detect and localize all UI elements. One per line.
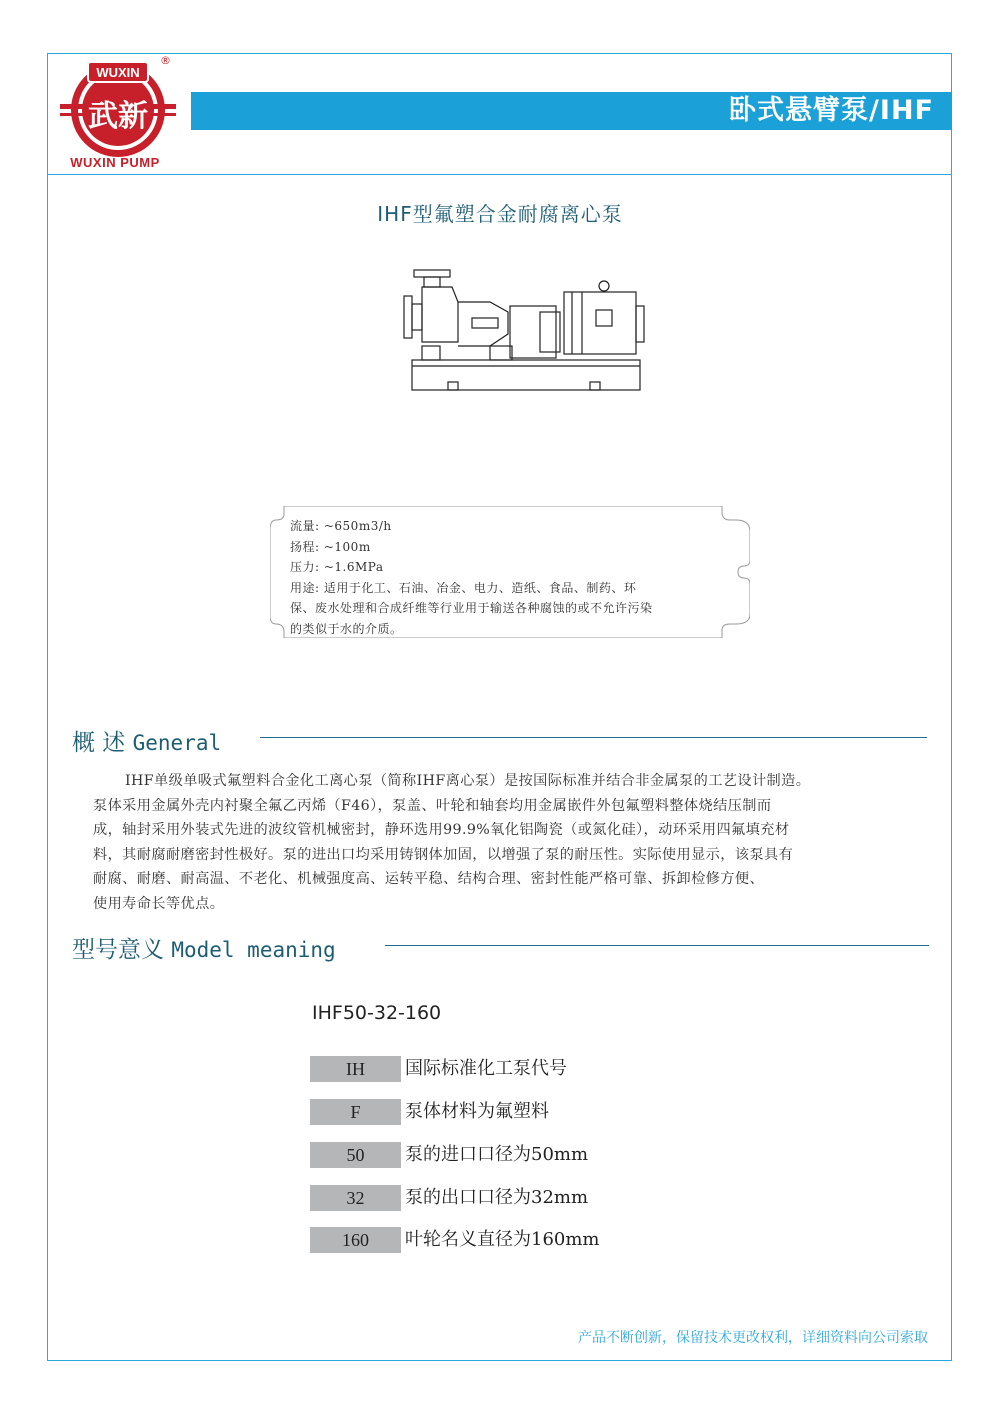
paragraph-line: 成，轴封采用外装式先进的波纹管机械密封，静环选用99.9%氧化铝陶瓷（或氮化硅），动环采用四氟填充材	[93, 822, 790, 839]
pump-illustration	[400, 262, 650, 402]
general-heading-en: General	[132, 731, 222, 755]
model-heading-en: Model meaning	[171, 938, 336, 962]
general-heading	[72, 724, 221, 757]
spec-line: 压力: ~1.6MPa	[290, 560, 384, 574]
registered-mark: ®	[160, 54, 171, 67]
model-key: F	[310, 1099, 401, 1125]
paragraph-line: 耐腐、耐磨、耐高温、不老化、机械强度高、运转平稳、结构合理、密封性能严格可靠、拆卸检修方便、	[93, 871, 765, 888]
model-heading	[72, 931, 336, 964]
general-paragraph	[93, 769, 933, 917]
model-desc: 泵的进口口径为50mm	[405, 1144, 589, 1165]
spec-line: 扬程: ~100m	[290, 539, 371, 554]
paragraph-line: IHF单级单吸式氟塑料合金化工离心泵（简称IHF离心泵）是按国际标准并结合非金属泵的工艺设计制造。	[125, 773, 811, 789]
product-title: IHF型氟塑合金耐腐离心泵	[377, 202, 623, 226]
model-key: 160	[310, 1227, 401, 1253]
model-key: 32	[310, 1185, 401, 1211]
spec-line: 保、废水处理和合成纤维等行业用于输送各种腐蚀的或不允许污染	[290, 601, 653, 615]
model-key: IH	[310, 1056, 401, 1082]
paragraph-line: 使用寿命长等优点。	[93, 895, 225, 912]
specs-box	[270, 506, 750, 638]
spec-line: 流量: ~650m3/h	[290, 519, 392, 533]
general-rule	[260, 737, 927, 738]
spec-line: 用途: 适用于化工、石油、冶金、电力、造纸、食品、制药、环	[290, 580, 637, 595]
specs-list	[290, 516, 735, 639]
paragraph-line: 泵体采用金属外壳内衬聚全氟乙丙烯（F46），泵盖、叶轮和轴套均用金属嵌件外包氟塑料整体烧结压制而	[93, 797, 772, 814]
spec-line: 的类似于水的介质。	[290, 621, 403, 636]
model-desc: 叶轮名义直径为160mm	[405, 1229, 600, 1250]
header-divider	[47, 174, 952, 175]
general-heading-cn: 概 述	[72, 730, 126, 756]
model-desc: 泵体材料为氟塑料	[405, 1101, 549, 1122]
model-key: 50	[310, 1142, 401, 1168]
model-code: IHF50-32-160	[312, 1002, 442, 1024]
model-heading-cn: 型号意义	[72, 937, 164, 963]
logo-top-text: WUXIN	[96, 65, 140, 80]
logo-subtitle: WUXIN PUMP	[70, 155, 160, 170]
model-desc: 国际标准化工泵代号	[405, 1058, 567, 1079]
model-desc: 泵的出口口径为32mm	[405, 1187, 589, 1208]
paragraph-line: 料，其耐腐耐磨密封性极好。泵的进出口均采用铸钢体加固，以增强了泵的耐压性。实际使用显示，该泵具有	[93, 846, 794, 863]
footer-note: 产品不断创新，保留技术更改权利，详细资料向公司索取	[578, 1330, 928, 1346]
model-rule	[385, 945, 929, 946]
header-title: 卧式悬臂泵/IHF	[729, 95, 934, 126]
logo-main-text: 武新	[88, 99, 148, 134]
